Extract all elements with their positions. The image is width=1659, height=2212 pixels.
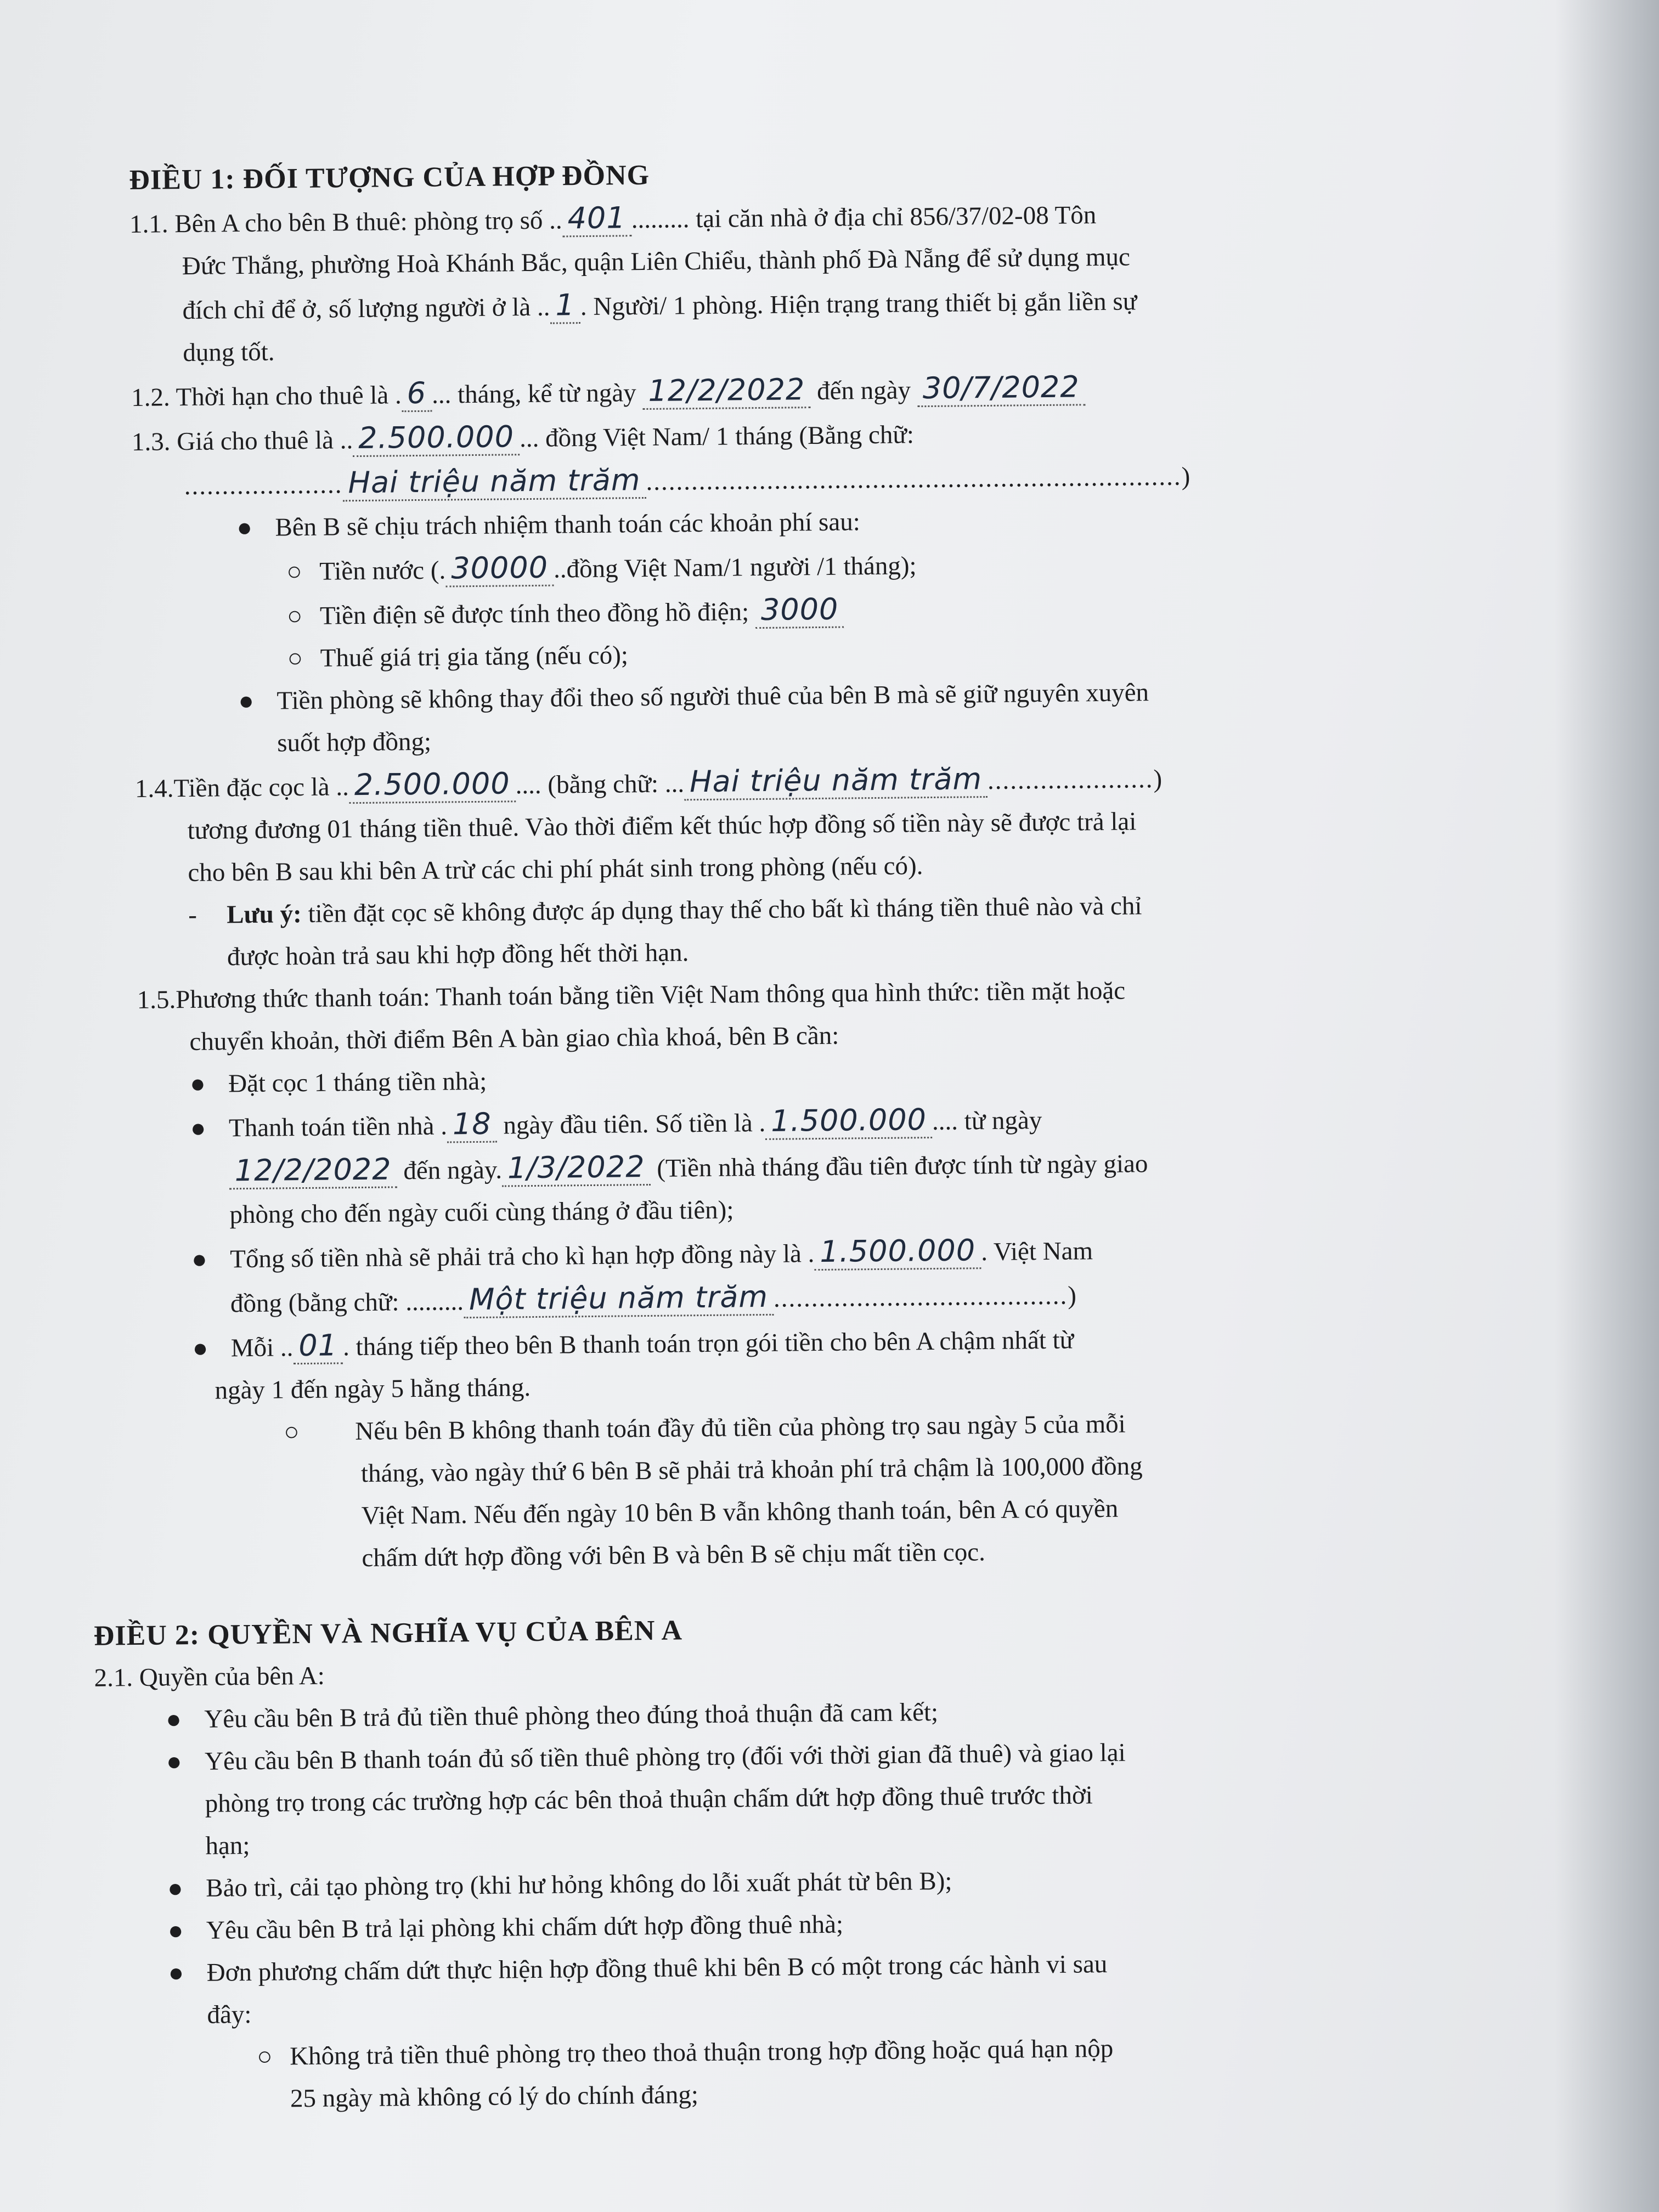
- bullet-dot-icon: ●: [166, 1747, 182, 1776]
- term-months-handwritten: 6: [401, 376, 432, 413]
- section-1-4: 1.4.Tiền đặc cọc là .. 2.500.000 .... (bằng chữ: ... Hai triệu năm trăm ......................): [134, 761, 1164, 803]
- fee-water: ○ Tiền nước (. 30000 ..đồng Việt Nam/1 người /1 tháng);: [133, 537, 1494, 595]
- bullet-dot-icon: ●: [167, 1874, 183, 1903]
- water-fee-handwritten: 30000: [445, 550, 554, 588]
- right-2: ● Yêu cầu bên B thanh toán đủ số tiền thuê phòng trọ (đối với thời gian đã thuê) và giao lại: [144, 1728, 1505, 1784]
- start-date-handwritten: 12/2/2022: [642, 372, 811, 410]
- late-fee-clause: ○ Nếu bên B không thanh toán đầy đủ tiền của phòng trọ sau ngày 5 của mỗi: [141, 1400, 1502, 1455]
- occupants-handwritten: 1: [550, 287, 580, 324]
- right-2-line3: hạn;: [205, 1831, 250, 1860]
- pay-from-date-handwritten: 12/2/2022: [229, 1152, 397, 1189]
- right-3: ● Bảo trì, cải tạo phòng trọ (khi hư hỏng không do lỗi xuất phát từ bên B);: [145, 1855, 1506, 1910]
- payment-monthly-line2: ngày 1 đến ngày 5 hằng tháng.: [215, 1373, 531, 1405]
- article-2-heading: ĐIỀU 2: QUYỀN VÀ NGHĨA VỤ CỦA BÊN A: [93, 1615, 683, 1652]
- rent-unchanged-line2: suốt hợp đồng;: [276, 727, 432, 758]
- bullet-dot-icon: ●: [189, 1069, 206, 1099]
- rent-words-handwritten: Hai triệu năm trăm: [342, 462, 646, 501]
- payment-deposit: ● Đặt cọc 1 tháng tiền nhà;: [138, 1051, 1499, 1106]
- deposit-note-line2: được hoàn trả sau khi hợp đồng hết thời hạn.: [227, 938, 689, 972]
- payment-first-days-line2: 12/2/2022 đến ngày. 1/3/2022 (Tiền nhà tháng đầu tiên được tính từ ngày giao: [138, 1137, 1499, 1195]
- section-1-1-line4: dụng tốt.: [183, 337, 275, 368]
- deposit-handwritten: 2.500.000: [349, 766, 516, 804]
- room-number-handwritten: 401: [562, 200, 631, 237]
- circle-bullet-icon: ○: [284, 1418, 300, 1447]
- circle-bullet-icon: ○: [287, 644, 303, 673]
- right-5: ● Đơn phương chấm dứt thực hiện hợp đồng thuê khi bên B có một trong các hành vi sau: [146, 1939, 1507, 1995]
- section-1-1: 1.1. Bên A cho bên B thuê: phòng trọ số .. 401 ......... tại căn nhà ở địa chỉ 856/37/02-08 Tôn: [129, 200, 1097, 239]
- payment-total-words: đồng (bằng chữ: ......... Một triệu năm trăm .......................................): [230, 1279, 1078, 1318]
- bullet-dot-icon: ●: [167, 1916, 184, 1945]
- first-amount-handwritten: 1.500.000: [765, 1102, 932, 1140]
- total-words-handwritten: Một triệu năm trăm: [464, 1279, 774, 1318]
- late-fee-line4: chấm dứt hợp đồng với bên B và bên B sẽ chịu mất tiền cọc.: [362, 1538, 986, 1573]
- right-1: ● Yêu cầu bên B trả đủ tiền thuê phòng theo đúng thoả thuận đã cam kết;: [144, 1686, 1505, 1741]
- bullet-dot-icon: ●: [190, 1114, 206, 1143]
- right-5-condition-line2: 25 ngày mà không có lý do chính đáng;: [290, 2080, 699, 2113]
- end-date-handwritten: 30/7/2022: [917, 369, 1086, 407]
- right-4: ● Yêu cầu bên B trả lại phòng khi chấm dứt hợp đồng thuê nhà;: [146, 1897, 1507, 1953]
- pay-to-date-handwritten: 1/3/2022: [502, 1149, 651, 1187]
- section-2-1: 2.1. Quyền của bên A:: [94, 1661, 325, 1692]
- right-2-line2: phòng trọ trong các trường hợp các bên thoả thuận chấm dứt hợp đồng thuê trước thời: [205, 1781, 1093, 1818]
- dash-bullet-icon: -: [188, 900, 198, 930]
- right-5-condition: ○ Không trả tiền thuê phòng trọ theo thoả thuận trong hợp đồng hoặc quá hạn nộp: [147, 2024, 1508, 2079]
- bullet-dot-icon: ●: [236, 513, 253, 543]
- section-1-3: 1.3. Giá cho thuê là .. 2.500.000 ... đồng Việt Nam/ 1 tháng (Bằng chữ:: [131, 419, 915, 456]
- fee-vat: ○ Thuế giá trị gia tăng (nếu có);: [133, 626, 1494, 681]
- late-fee-line2: tháng, vào ngày thứ 6 bên B sẽ phải trả khoản phí trả chậm là 100,000 đồng: [360, 1452, 1143, 1488]
- payment-monthly: ● Mỗi .. 01 . tháng tiếp theo bên B thanh toán trọn gói tiền cho bên A chậm nhất từ: [140, 1313, 1501, 1370]
- circle-bullet-icon: ○: [286, 557, 302, 586]
- circle-bullet-icon: ○: [256, 2042, 273, 2071]
- fees-bullet: ● Bên B sẽ chịu trách nhiệm thanh toán các khoản phí sau:: [132, 495, 1493, 550]
- page-shadow: [1555, 0, 1659, 2212]
- late-fee-line3: Việt Nam. Nếu đến ngày 10 bên B vẫn không thanh toán, bên A có quyền: [361, 1494, 1119, 1531]
- monthly-count-handwritten: 01: [293, 1328, 343, 1364]
- payment-first-days-line3: phòng cho đến ngày cuối cùng tháng ở đầu tiên);: [229, 1195, 734, 1229]
- bullet-dot-icon: ●: [191, 1245, 207, 1274]
- rent-unchanged-bullet: ● Tiền phòng sẽ không thay đổi theo số người thuê của bên B mà sẽ giữ nguyên xuyên: [134, 668, 1495, 724]
- article-1-heading: ĐIỀU 1: ĐỐI TƯỢNG CỦA HỢP ĐỒNG: [129, 159, 650, 196]
- electricity-fee-handwritten: 3000: [755, 592, 844, 629]
- section-1-3-words: ..................... Hai triệu năm trăm .......................................................................): [132, 450, 1493, 508]
- bullet-dot-icon: ●: [168, 1959, 184, 1988]
- fee-electricity: ○ Tiền điện sẽ được tính theo đồng hồ điện; 3000: [133, 582, 1494, 639]
- total-amount-handwritten: 1.500.000: [814, 1233, 981, 1271]
- rent-price-handwritten: 2.500.000: [353, 419, 520, 457]
- bullet-dot-icon: ●: [192, 1334, 208, 1363]
- deposit-note: - Lưu ý: tiền đặt cọc sẽ không được áp dụng thay thế cho bất kì tháng tiền thuê nào và chỉ: [136, 882, 1497, 937]
- payment-total: ● Tổng số tiền nhà sẽ phải trả cho kì hạn hợp đồng này là . 1.500.000 . Việt Nam: [139, 1224, 1500, 1282]
- contract-text: [93, 146, 1508, 2121]
- section-1-4-line2: tương đương 01 tháng tiền thuê. Vào thời điểm kết thúc hợp đồng số tiền này sẽ được trả lại: [187, 807, 1137, 845]
- section-1-1-line3: đích chỉ để ở, số lượng người ở là .. 1 . Người/ 1 phòng. Hiện trạng trang thiết bị gắn liền sự: [182, 287, 1137, 325]
- section-1-1-line2: Đức Thắng, phường Hoà Khánh Bắc, quận Liên Chiểu, thành phố Đà Nẵng để sử dụng mục: [182, 242, 1131, 281]
- payment-first-days: ● Thanh toán tiền nhà . 18 ngày đầu tiên. Số tiền là . 1.500.000 .... từ ngày: [138, 1093, 1499, 1150]
- section-1-5: 1.5.Phương thức thanh toán: Thanh toán bằng tiền Việt Nam thông qua hình thức: tiền mặt hoặc: [137, 976, 1126, 1014]
- right-5-line2: đây:: [207, 2000, 252, 2029]
- bullet-dot-icon: ●: [166, 1705, 182, 1734]
- deposit-words-handwritten: Hai triệu năm trăm: [684, 761, 988, 800]
- first-days-handwritten: 18: [447, 1107, 497, 1143]
- section-1-2: 1.2. Thời hạn cho thuê là . 6 ... tháng, kể từ ngày 12/2/2022 đến ngày 30/7/2022: [131, 362, 1492, 419]
- section-1-5-line2: chuyển khoản, thời điểm Bên A bàn giao chìa khoá, bên B cần:: [189, 1021, 839, 1057]
- circle-bullet-icon: ○: [286, 602, 303, 631]
- section-1-4-line3: cho bên B sau khi bên A trừ các chi phí phát sinh trong phòng (nếu có).: [188, 851, 923, 888]
- bullet-dot-icon: ●: [238, 686, 255, 716]
